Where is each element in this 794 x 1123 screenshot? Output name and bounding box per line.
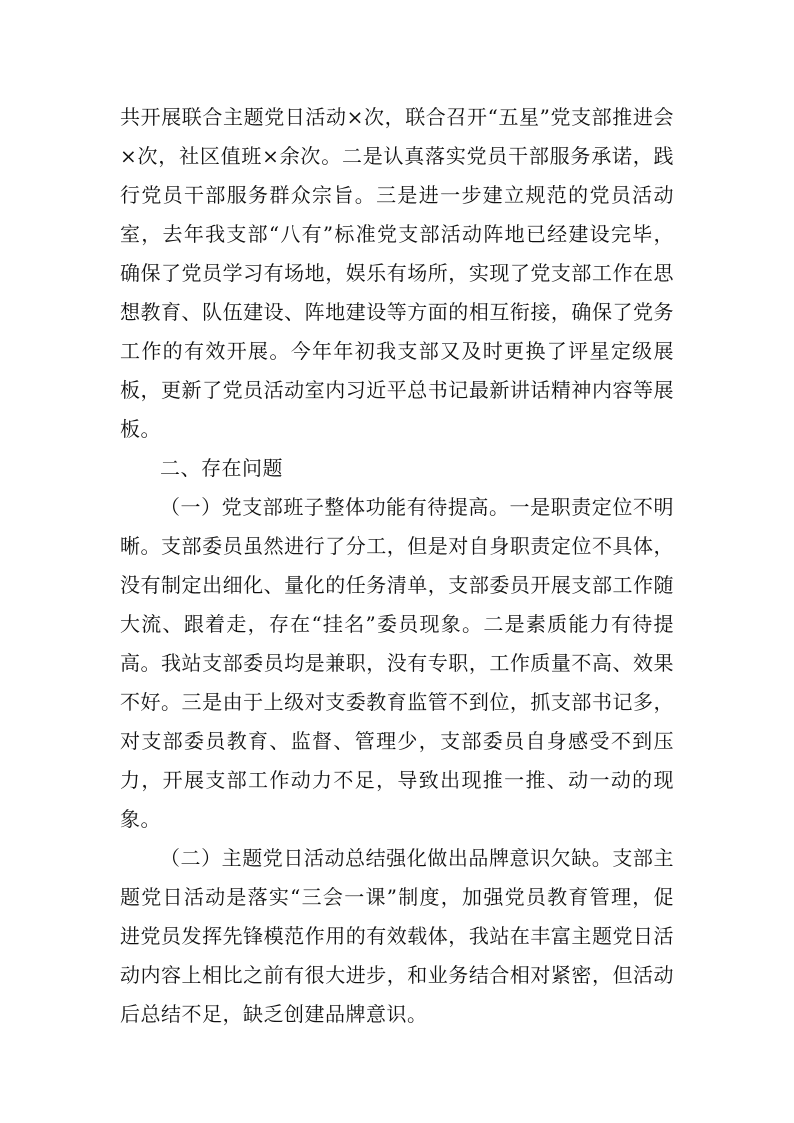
paragraph-problem-1: （一）党支部班子整体功能有待提高。一是职责定位不明晰。支部委员虽然进行了分工，但是对自身职责定位不具体，没有制定出细化、量化的任务清单，支部委员开展支部工作随大流、跟着走，存在“挂名”委员现象。二是素质能力有待提高。我站支部委员均是兼职，没有专职，工作质量不高、效果不好。三是由于上级对支委教育监管不到位，抓支部书记多，对支部委员教育、监督、管理少，支部委员自身感受不到压力，开展支部工作动力不足，导致出现推一推、动一动的现象。 (120, 495, 674, 831)
section-heading-problems: 二、存在问题 (160, 456, 283, 480)
document-body (120, 98, 674, 1034)
paragraph-continuation: 共开展联合主题党日活动×次，联合召开“五星”党支部推进会×次，社区值班×余次。二是认真落实党员干部服务承诺，践行党员干部服务群众宗旨。三是进一步建立规范的党员活动室，去年我支部“八有”标准党支部活动阵地已经建设完毕，确保了党员学习有场地，娱乐有场所，实现了党支部工作在思想教育、队伍建设、阵地建设等方面的相互衔接，确保了党务工作的有效开展。今年年初我支部又及时更换了评星定级展板，更新了党员活动室内习近平总书记最新讲话精神内容等展板。 (120, 105, 674, 441)
paragraph-problem-2: （二）主题党日活动总结强化做出品牌意识欠缺。支部主题党日活动是落实“三会一课”制度，加强党员教育管理，促进党员发挥先锋模范作用的有效载体，我站在丰富主题党日活动内容上相比之前有很大进步，和业务结合相对紧密，但活动后总结不足，缺乏创建品牌意识。 (120, 846, 674, 1026)
